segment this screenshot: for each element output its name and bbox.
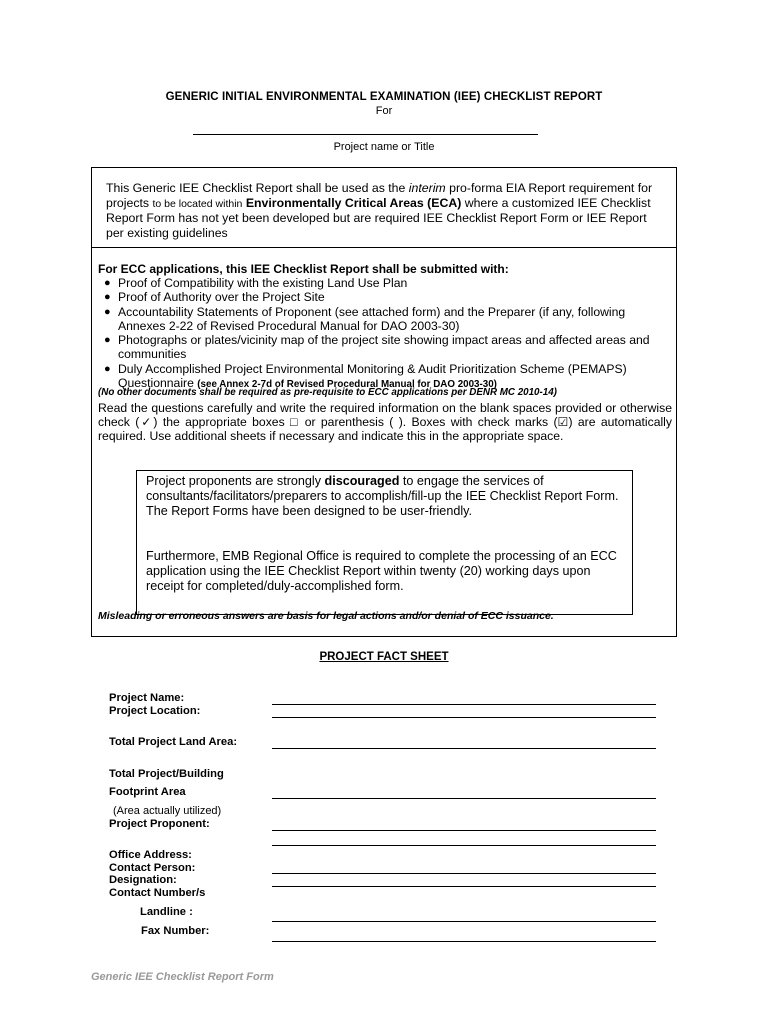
land-area-label: Total Project Land Area: xyxy=(109,736,238,748)
fax-label: Fax Number: xyxy=(141,925,210,937)
fax-field[interactable] xyxy=(272,941,656,942)
area-note: (Area actually utilized) xyxy=(113,805,222,817)
footer-text: Generic IEE Checklist Report Form xyxy=(91,971,274,983)
building-label-line-1: Total Project/Building xyxy=(109,768,224,780)
project-name-label: Project name or Title xyxy=(333,141,435,153)
designation-label: Designation: xyxy=(109,874,177,886)
bullet-icon: ● xyxy=(104,305,111,318)
bullet-icon: ● xyxy=(104,334,111,347)
instructions-text: Read the questions carefully and write the required information on the blank spaces provided or otherwise check (✓) the appropriate boxes □ or parenthesis ( ). Boxes with check marks (☑) are automatically required. Use additional sheets if necessary and indicate this in the appropriate space. xyxy=(98,401,672,444)
notice-box xyxy=(136,470,633,615)
contact-person-field[interactable] xyxy=(272,873,656,874)
intro-box xyxy=(91,167,677,248)
bullet-icon: ● xyxy=(104,291,111,304)
intro-text: This Generic IEE Checklist Report shall be used as the interim pro-forma EIA Report requirement for projects to be located within Environmentally Critical Areas (ECA) where a customized IEE Checklist Report Form has not yet been developed but are required IEE Checklist Report Form or IEE Report per existing guidelines xyxy=(106,181,653,240)
warning-text: Misleading or erroneous answers are basis for legal actions and/or denial of ECC issuance. xyxy=(98,610,554,622)
office-address-label: Office Address: xyxy=(109,849,192,861)
project-location-field[interactable] xyxy=(272,717,656,718)
land-area-field[interactable] xyxy=(272,748,656,749)
document-title: GENERIC INITIAL ENVIRONMENTAL EXAMINATION (IEE) CHECKLIST REPORT xyxy=(165,91,603,103)
requirements-note: (No other documents shall be required as pre-requisite to ECC applications per DENR MC 2010-14) xyxy=(98,387,557,398)
list-item: ● Proof of Authority over the Project Site xyxy=(104,290,325,305)
notice-paragraph-1: Project proponents are strongly discouraged to engage the services of consultants/facilitators/preparers to accomplish/fill-up the IEE Checklist Report Form. The Report Forms have been designed to be user-friendly. xyxy=(146,474,619,519)
list-item: ● Photographs or plates/vicinity map of the project site showing impact areas and affected areas and communities xyxy=(104,333,650,362)
list-item: ● Accountability Statements of Proponent (see attached form) and the Preparer (if any, following Annexes 2-22 of Revised Procedural Manual for DAO 2003-30) xyxy=(104,304,626,333)
project-location-label: Project Location: xyxy=(109,705,201,717)
requirements-list xyxy=(98,276,673,392)
project-name-field[interactable] xyxy=(272,704,656,705)
contact-person-label: Contact Person: xyxy=(109,862,196,874)
landline-field[interactable] xyxy=(272,921,656,922)
project-name-field-label: Project Name: xyxy=(109,692,185,704)
proponent-label: Project Proponent: xyxy=(109,818,210,830)
footprint-area-field[interactable] xyxy=(272,798,656,799)
bullet-icon: ● xyxy=(104,362,111,375)
for-label: For xyxy=(375,105,393,117)
project-name-line xyxy=(193,134,538,135)
building-label-line-2: Footprint Area xyxy=(109,786,186,798)
list-item: ● Proof of Compatibility with the existing Land Use Plan xyxy=(104,276,408,290)
fact-sheet-heading: PROJECT FACT SHEET xyxy=(319,651,449,663)
proponent-field-2[interactable] xyxy=(272,845,656,846)
contact-numbers-label: Contact Number/s xyxy=(109,887,206,899)
landline-label: Landline : xyxy=(140,906,193,918)
designation-field[interactable] xyxy=(272,886,656,887)
bullet-icon: ● xyxy=(104,277,111,289)
proponent-field[interactable] xyxy=(272,830,656,831)
requirements-heading: For ECC applications, this IEE Checklist Report shall be submitted with: xyxy=(98,262,509,276)
list-item: ● Duly Accomplished Project Environmental Monitoring & Audit Prioritization Scheme (PEMAPS) Questionnaire (see Annex 2-7d of Revised Procedural Manual for DAO 2003-30) xyxy=(104,361,627,391)
requirements-box xyxy=(91,248,677,637)
notice-paragraph-2: Furthermore, EMB Regional Office is required to complete the processing of an ECC application using the IEE Checklist Report within twenty (20) working days upon receipt for completed/duly-accomplished form. xyxy=(146,549,617,594)
